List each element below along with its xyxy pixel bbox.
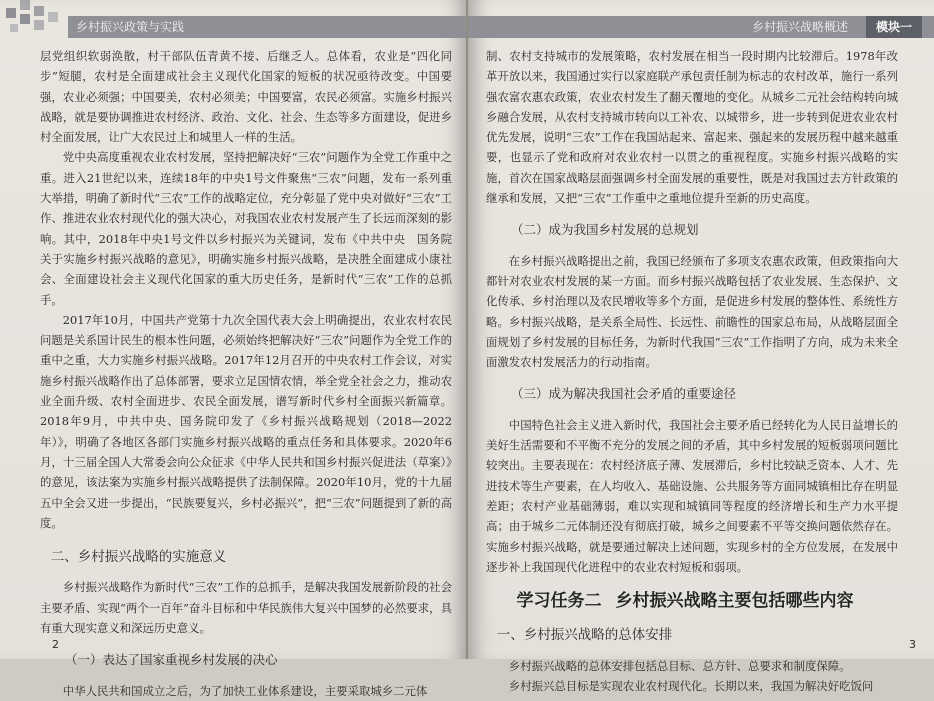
decorative-squares xyxy=(6,0,66,40)
left-text-column xyxy=(40,46,452,701)
paragraph: 中华人民共和国成立之后，为了加快工业体系建设，主要采取城乡二元体 xyxy=(62,683,428,698)
paragraph: 中国特色社会主义进入新时代，我国社会主要矛盾已经转化为人民日益增长的美好生活需要和不平衡不充分的发展之间的矛盾，其中乡村发展的短板弱项问题比较突出。主要表现在：农村经济底子薄、发展滞后，乡村比较缺乏资本、人才、先进技术等生产要素，在人均收入、基础设施、公共服务等方面同城镇相比存在明显差距；农村产业基础薄弱，难以实现和城镇同等程度的经济增长和生产力水平提高；由于城乡二元体制还没有彻底打破，城乡之间要素不平等交换问题依然存在。实施乡村振兴战略，就是要通过解决上述问题，实现乡村的全方位发展，在发展中逐步补上我国现代化进程中的农业农村短板和弱项。 xyxy=(486,417,898,574)
paragraph: 乡村振兴战略作为新时代“三农”工作的总抓手，是解决我国发展新阶段的社会主要矛盾、实现“两个一百年”奋斗目标和中华民族伟大复兴中国梦的必然要求，具有重大现实意义和深远历史意义。 xyxy=(40,580,452,636)
paragraph: 制、农村支持城市的发展策略，农村发展在相当一段时期内比较滞后。1978年改革开放以来，我国通过实行以家庭联产承包责任制为标志的农村改革，施行一系列强农富农惠农政策，农业农村发生了翻天覆地的变化。从城乡二元社会结构转向城乡融合发展，从农村支持城市转向以工补农、以城带乡，进一步转到促进农业农村优先发展，说明“三农”工作在我国站起来、富起来、强起来的发展历程中越来越重要，也显示了党和政府对农业农村一以贯之的重视程度。实施乡村振兴战略的实施，首次在国家战略层面强调乡村全面发展的重要性，既是对我国过去方针政策的继承和发展，又把“三农”工作重中之重地位提升至新的历史高度。 xyxy=(486,49,898,206)
paragraph: 党中央高度重视农业农村发展，坚持把解决好“三农”问题作为全党工作重中之重。进入21世纪以来，连续18年的中央1号文件聚焦“三农”问题，发布一系列重大举措，明确了新时代“三农”工作的战略定位，充分彰显了党中央对做好“三农”工作、推进农业农村现代化的强大决心，对我国农业农村发展产生了长远而深刻的影响。其中，2018年中央1号文件以乡村振兴为关键词，发布《中共中央 国务院关于实施乡村振兴战略的意见》，明确实施乡村振兴战略，是决胜全面建成小康社会、全面建设社会主义现代化国家的重大历史任务，是新时代“三农”工作的总抓手。 xyxy=(40,150,452,307)
header-title: 乡村振兴战略概述 xyxy=(751,20,848,34)
paragraph: 乡村振兴战略的总体安排包括总目标、总方针、总要求和制度保障。 xyxy=(508,658,851,673)
running-header: 乡村振兴政策与实践 xyxy=(68,16,466,38)
right-text-column xyxy=(486,46,898,696)
paragraph: 乡村振兴总目标是实现农业农村现代化。长期以来，我国为解决好吃饭问 xyxy=(508,679,874,694)
task-label: 学习任务二 xyxy=(516,591,602,612)
page-number: 2 xyxy=(52,638,59,651)
module-badge: 模块一 xyxy=(866,16,922,38)
page-number: 3 xyxy=(909,638,916,651)
paragraph: 2017年10月，中国共产党第十九次全国代表大会上明确提出，农业农村农民问题是关系国计民生的根本性问题，必须始终把解决好“三农”问题作为全党工作的重中之重，大力实施乡村振兴战略。2017年12月召开的中央农村工作会议，对实施乡村振兴战略作出了总体部署，要求立足国情农情，举全党全社会之力，推动农业全面升级、农村全面进步、农民全面发展，谱写新时代乡村全面振兴新篇章。2018年9月，中共中央、国务院印发了《乡村振兴战略规划（2018—2022年）》，明确了各地区各部门实施乡村振兴战略的重点任务和具体要求。2020年6月，十三届全国人大常委会向公众征求《中华人民共和国乡村振兴促进法（草案）》的意见，该法案为实施乡村振兴战略提供了法制保障。2020年10月，党的十九届五中全会又进一步提出，“民族要复兴，乡村必振兴”，把“三农”问题提到了新的高度。 xyxy=(40,312,452,530)
paragraph: 层党组织软弱涣散，村干部队伍青黄不接、后继乏人。总体看，农业是“四化同步”短腿，农村是全面建成社会主义现代化国家的短板的状况亟待改变。中国要强，农业必须强；中国要美，农村必须美；中国要富，农民必须富。实施乡村振兴战略，就是要协调推进农村经济、政治、文化、社会、生态等多方面建设，促进乡村全面发展，让广大农民过上和城里人一样的生活。 xyxy=(40,49,452,145)
learning-task-title xyxy=(486,591,898,611)
paragraph: 在乡村振兴战略提出之前，我国已经颁布了多项支农惠农政策，但政策指向大都针对农业农村发展的某一方面。而乡村振兴战略包括了农业发展、生态保护、文化传承、乡村治理以及农民增收等多个方面，是促进乡村发展的整体性、系统性方略。乡村振兴战略，是关系全局性、长远性、前瞻性的国家总布局，从战略层面全面规划了乡村发展的目标任务，为新时代我国“三农”工作指明了方向，成为未来全面激发农村发展活力的行动指南。 xyxy=(486,253,898,370)
subheading: （一）表达了国家重视乡村发展的决心 xyxy=(65,652,278,668)
task-title: 乡村振兴战略主要包括哪些内容 xyxy=(615,591,854,612)
section-heading: 二、乡村振兴战略的实施意义 xyxy=(50,549,227,566)
right-page xyxy=(468,0,934,694)
subheading: （二）成为我国乡村发展的总规划 xyxy=(511,222,699,238)
running-header xyxy=(468,16,934,38)
section-heading: 一、乡村振兴战略的总体安排 xyxy=(496,627,673,644)
left-page xyxy=(0,0,466,698)
subheading: （三）成为解决我国社会矛盾的重要途径 xyxy=(511,386,737,402)
